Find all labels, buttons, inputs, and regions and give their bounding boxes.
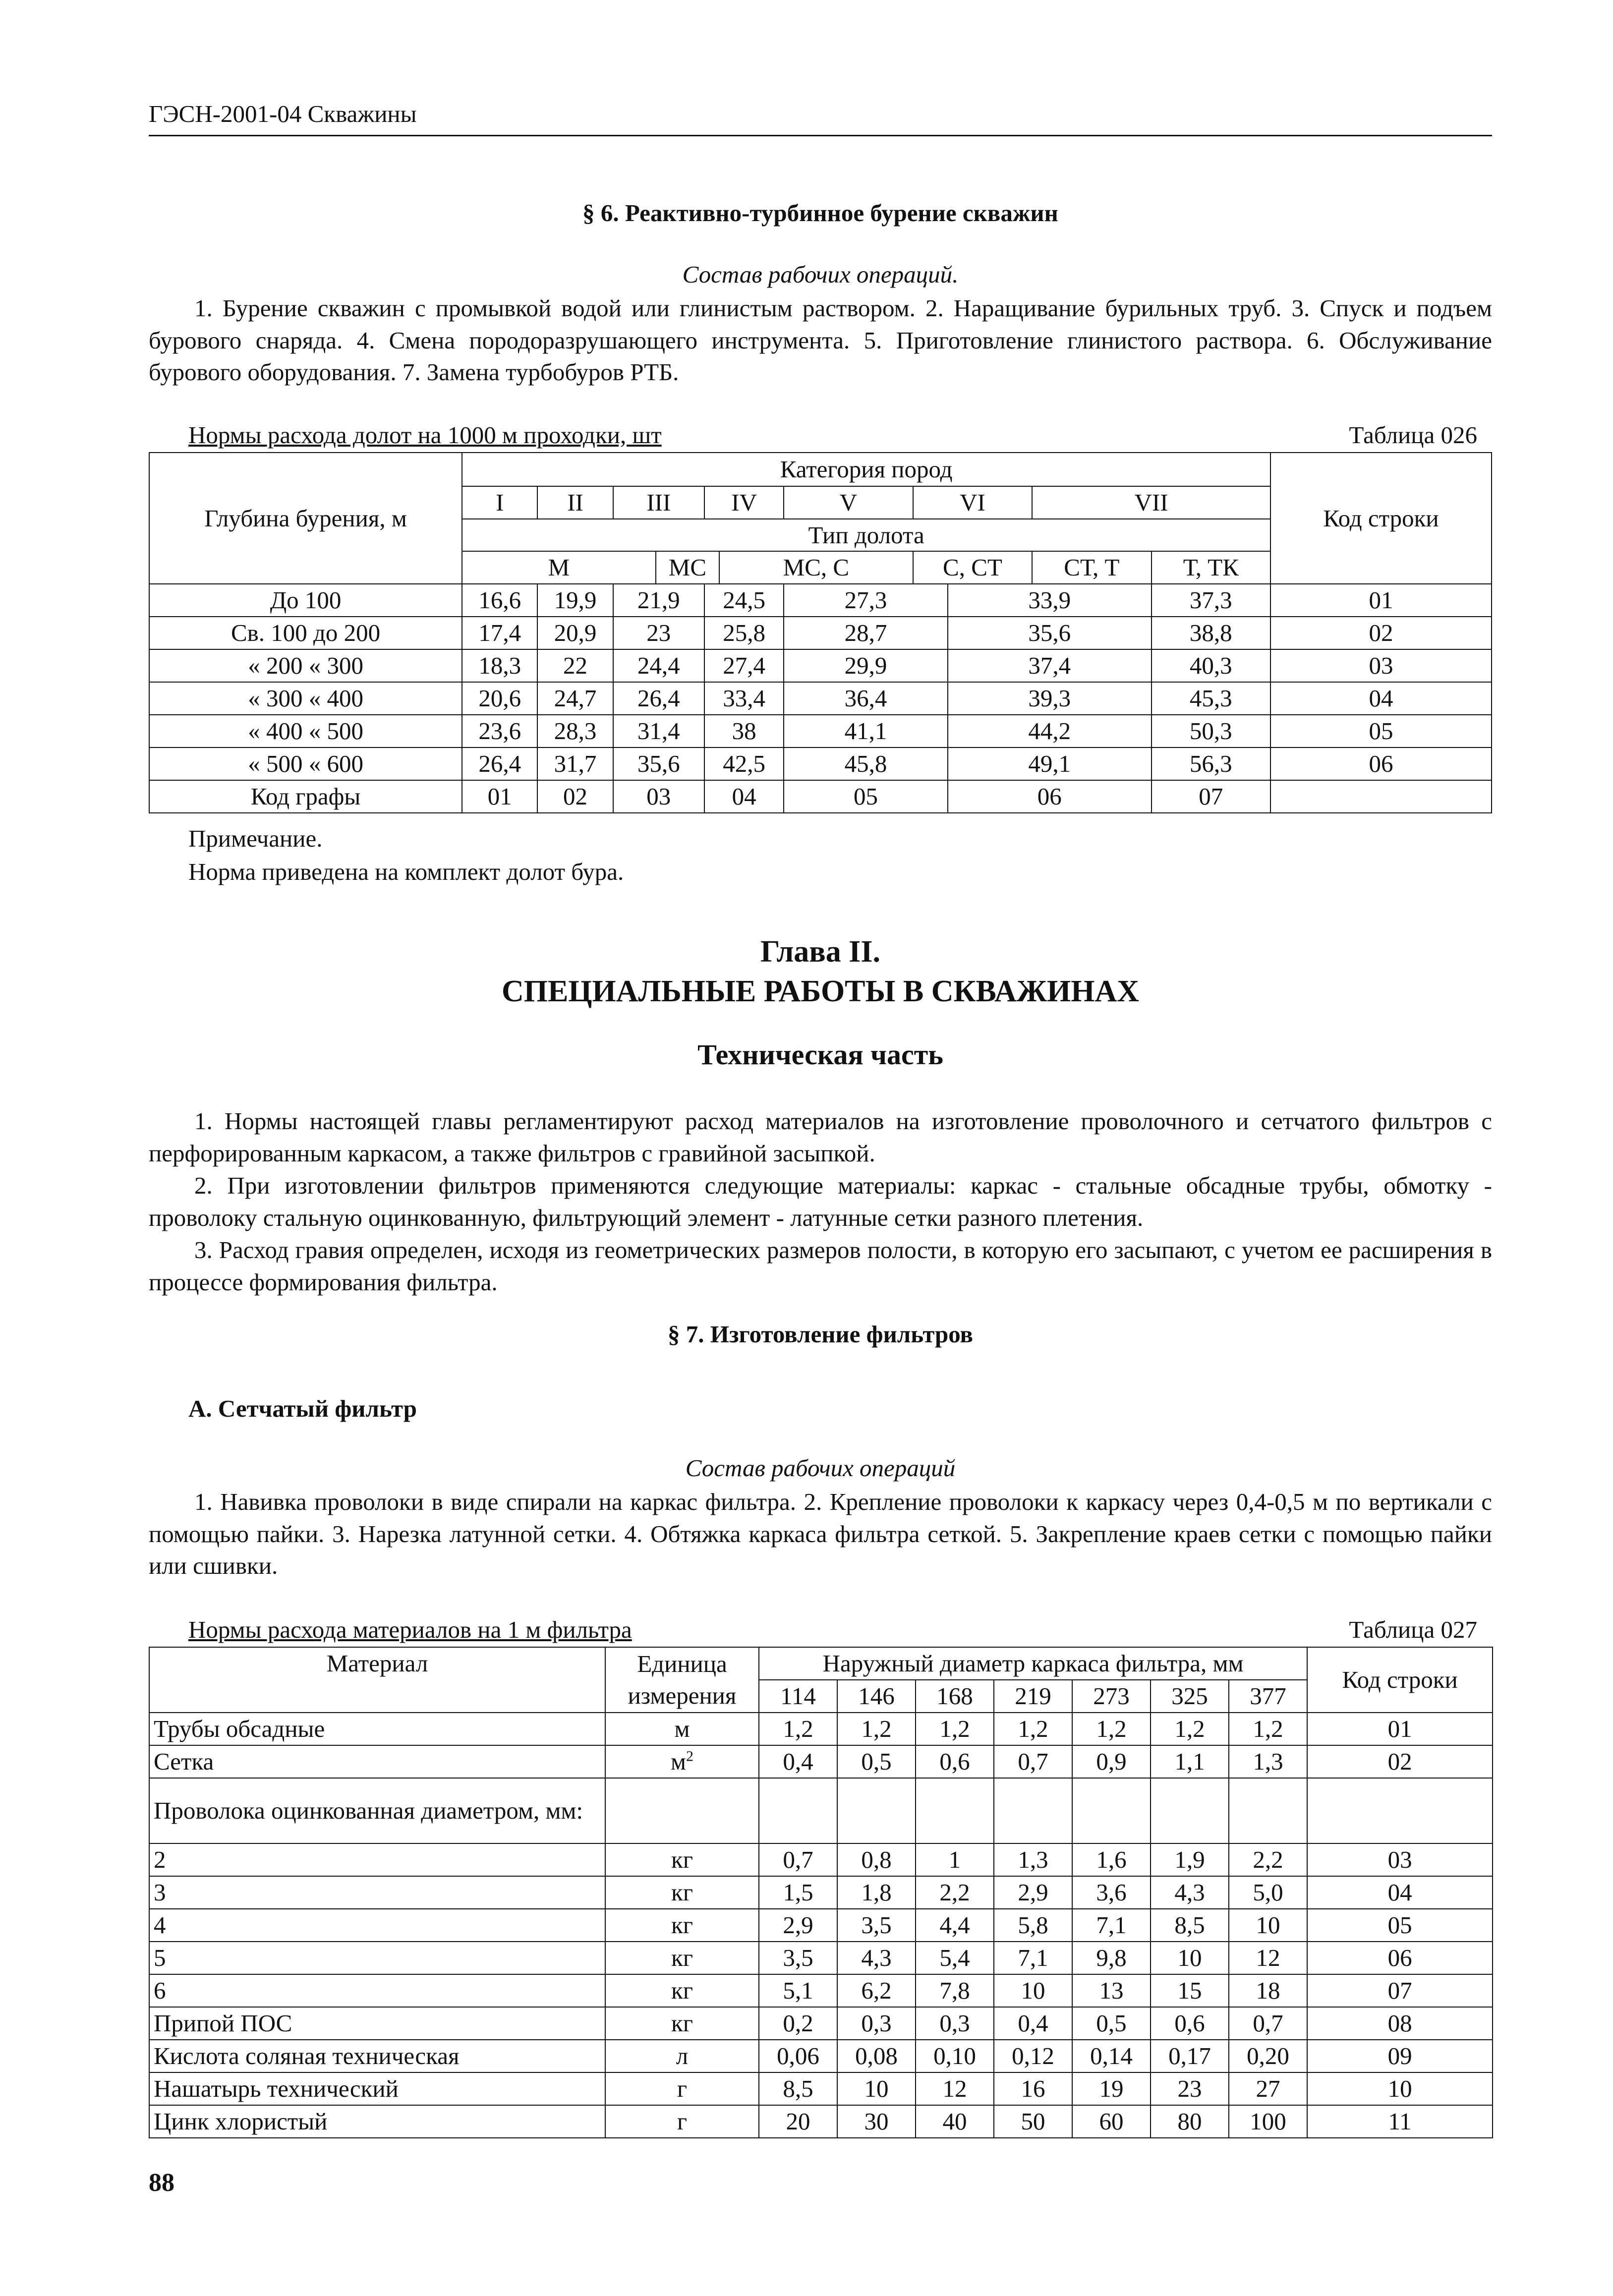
value-cell: 25,8 (704, 617, 784, 649)
material-cell: 3 (149, 1876, 605, 1909)
empty-cell (1151, 1778, 1229, 1843)
value-cell: 1 (916, 1843, 994, 1876)
category-cell: VII (1032, 486, 1270, 519)
empty-cell (759, 1778, 837, 1843)
value-cell: 19 (1072, 2072, 1151, 2105)
value-cell: 42,5 (704, 747, 784, 780)
table-026-caption-row (188, 419, 1477, 452)
bit-type-cell: МС (656, 551, 719, 584)
unit-cell (605, 1942, 759, 1974)
diameter-cell: 325 (1151, 1680, 1229, 1713)
value-cell: 4,3 (837, 1942, 916, 1974)
material-cell: 6 (149, 1974, 605, 2007)
value-cell: 0,10 (916, 2040, 994, 2072)
table-row (149, 1713, 1493, 1745)
row-code-cell: 03 (1307, 1843, 1493, 1876)
value-cell: 4,3 (1151, 1876, 1229, 1909)
header-divider (149, 135, 1492, 136)
value-cell: 39,3 (948, 682, 1152, 715)
column-code-cell: 07 (1152, 780, 1270, 813)
value-cell: 24,4 (613, 649, 704, 682)
value-cell: 0,08 (837, 2040, 916, 2072)
bit-type-cell: М (462, 551, 656, 584)
value-cell: 30 (837, 2105, 916, 2138)
value-cell: 0,5 (837, 1745, 916, 1778)
value-cell: 8,5 (1151, 1909, 1229, 1942)
unit-cell (605, 2007, 759, 2040)
bit-type-cell: СТ, Т (1032, 551, 1151, 584)
section-6-ops-text: 1. Бурение скважин с промывкой водой или глинистым раствором. 2. Наращивание бурильных труб. 3. Спуск и подъем бурового снаряда. 4. Смена породоразрушающего инструмента. 5. Приготовление глинистого раствора. 6. Обслуживание бурового оборудования. 7. Замена турбобуров РТБ. (149, 294, 1492, 386)
unit-cell (605, 1876, 759, 1909)
empty-cell (1270, 780, 1492, 813)
value-cell: 0,4 (994, 2007, 1072, 2040)
depth-cell: « 500 « 600 (149, 747, 462, 780)
chapter-title: Глава II. (760, 935, 880, 969)
unit-cell (605, 1909, 759, 1942)
table-027-head-code: Код строки (1307, 1647, 1493, 1713)
material-cell: Нашатырь технический (149, 2072, 605, 2105)
section-7-ops-title: Состав рабочих операций (685, 1454, 956, 1482)
table-027-caption-row (188, 1614, 1477, 1646)
value-cell: 1,2 (759, 1713, 837, 1745)
value-cell: 24,7 (537, 682, 613, 715)
value-cell: 7,1 (1072, 1909, 1151, 1942)
value-cell: 45,8 (784, 747, 948, 780)
material-cell: Припой ПОС (149, 2007, 605, 2040)
value-cell: 37,4 (948, 649, 1152, 682)
value-cell: 44,2 (948, 715, 1152, 747)
material-cell: Сетка (149, 1745, 605, 1778)
value-cell: 7,8 (916, 1974, 994, 2007)
value-cell: 27,3 (784, 584, 948, 617)
value-cell: 5,4 (916, 1942, 994, 1974)
table-026-caption: Нормы расхода долот на 1000 м проходки, шт (188, 421, 662, 449)
column-code-cell: 03 (613, 780, 704, 813)
value-cell: 5,8 (994, 1909, 1072, 1942)
unit-cell (605, 1843, 759, 1876)
table-row (149, 2072, 1493, 2105)
value-cell: 26,4 (462, 747, 537, 780)
value-cell: 24,5 (704, 584, 784, 617)
value-cell: 35,6 (948, 617, 1152, 649)
table-027-caption: Нормы расхода материалов на 1 м фильтра (188, 1616, 632, 1643)
unit-cell (605, 1974, 759, 2007)
value-cell: 0,3 (916, 2007, 994, 2040)
table-026-head-bit-type: Тип долота (462, 519, 1270, 552)
diameter-cell: 377 (1229, 1680, 1307, 1713)
row-code-cell: 10 (1307, 2072, 1493, 2105)
section-7-ops-text: 1. Навивка проволоки в виде спирали на каркас фильтра. 2. Крепление проволоки к каркасу через 0,4-0,5 м по вертикали с помощью пайки. 3. Нарезка латунной сетки. 4. Обтяжка каркаса фильтра сеткой. 5. Закрепление краев сетки с помощью пайки или сшивки. (149, 1488, 1492, 1580)
table-026-number: Таблица 026 (1349, 421, 1477, 449)
value-cell: 1,2 (1229, 1713, 1307, 1745)
value-cell: 10 (994, 1974, 1072, 2007)
table-027 (149, 1647, 1493, 2138)
category-cell: III (613, 486, 704, 519)
row-code-cell: 11 (1307, 2105, 1493, 2138)
value-cell: 0,9 (1072, 1745, 1151, 1778)
row-code-cell: 05 (1307, 1909, 1493, 1942)
value-cell: 0,7 (1229, 2007, 1307, 2040)
value-cell: 2,9 (759, 1909, 837, 1942)
category-cell: V (784, 486, 913, 519)
value-cell: 1,9 (1151, 1843, 1229, 1876)
category-cell: II (537, 486, 613, 519)
value-cell: 1,1 (1151, 1745, 1229, 1778)
section-7-title: § 7. Изготовление фильтров (668, 1320, 973, 1348)
value-cell: 5,0 (1229, 1876, 1307, 1909)
unit-text: г (677, 2074, 688, 2102)
value-cell: 17,4 (462, 617, 537, 649)
table-026 (149, 452, 1492, 813)
section-7-subsection: А. Сетчатый фильтр (188, 1395, 417, 1422)
table-row (149, 1745, 1493, 1778)
column-code-cell: 01 (462, 780, 537, 813)
running-header: ГЭСН-2001-04 Скважины (149, 100, 417, 127)
table-026-note-text: Норма приведена на комплект долот бура. (188, 858, 624, 885)
value-cell: 0,6 (1151, 2007, 1229, 2040)
value-cell: 38,8 (1152, 617, 1270, 649)
value-cell: 0,3 (837, 2007, 916, 2040)
column-code-cell: 02 (537, 780, 613, 813)
value-cell: 0,20 (1229, 2040, 1307, 2072)
unit-superscript: 2 (686, 1748, 693, 1765)
value-cell: 1,2 (994, 1713, 1072, 1745)
material-cell: 2 (149, 1843, 605, 1876)
material-cell: 5 (149, 1942, 605, 1974)
value-cell: 31,7 (537, 747, 613, 780)
tech-part-title: Техническая часть (697, 1038, 943, 1071)
section-6-ops-title: Состав рабочих операций. (682, 261, 959, 288)
row-code-cell: 02 (1307, 1745, 1493, 1778)
value-cell: 0,4 (759, 1745, 837, 1778)
value-cell: 0,6 (916, 1745, 994, 1778)
value-cell: 2,2 (916, 1876, 994, 1909)
row-code-cell: 01 (1270, 584, 1492, 617)
unit-text: кг (671, 1944, 693, 1971)
value-cell: 38 (704, 715, 784, 747)
row-code-cell: 04 (1307, 1876, 1493, 1909)
column-code-cell: 05 (784, 780, 948, 813)
row-code-cell: 07 (1307, 1974, 1493, 2007)
empty-cell (837, 1778, 916, 1843)
page-number: 88 (149, 2169, 174, 2197)
category-cell: VI (913, 486, 1032, 519)
table-row (149, 682, 1492, 715)
value-cell: 100 (1229, 2105, 1307, 2138)
table-row (149, 715, 1492, 747)
material-cell: Кислота соляная техническая (149, 2040, 605, 2072)
value-cell: 20,6 (462, 682, 537, 715)
value-cell: 4,4 (916, 1909, 994, 1942)
value-cell: 7,1 (994, 1942, 1072, 1974)
table-row (149, 2040, 1493, 2072)
category-cell: IV (704, 486, 784, 519)
unit-cell (605, 2105, 759, 2138)
bit-type-cell: Т, ТК (1152, 551, 1270, 584)
value-cell: 18,3 (462, 649, 537, 682)
value-cell: 45,3 (1152, 682, 1270, 715)
depth-cell: Св. 100 до 200 (149, 617, 462, 649)
value-cell: 0,7 (994, 1745, 1072, 1778)
table-027-head-material: Материал (149, 1647, 605, 1713)
row-code-cell: 04 (1270, 682, 1492, 715)
row-code-cell: 01 (1307, 1713, 1493, 1745)
table-026-head-code: Код строки (1270, 453, 1492, 584)
bit-type-cell: С, СТ (913, 551, 1032, 584)
row-code-cell: 08 (1307, 2007, 1493, 2040)
value-cell: 3,6 (1072, 1876, 1151, 1909)
value-cell: 0,12 (994, 2040, 1072, 2072)
table-026-head-category: Категория пород (462, 453, 1270, 486)
unit-text: л (676, 2042, 689, 2069)
depth-cell: « 300 « 400 (149, 682, 462, 715)
value-cell: 23 (1151, 2072, 1229, 2105)
value-cell: 16,6 (462, 584, 537, 617)
value-cell: 33,4 (704, 682, 784, 715)
unit-text: кг (671, 2009, 693, 2037)
value-cell: 9,8 (1072, 1942, 1151, 1974)
table-027-head-unit: Единица измерения (605, 1647, 759, 1713)
table-row (149, 1876, 1493, 1909)
depth-cell: « 200 « 300 (149, 649, 462, 682)
value-cell: 20,9 (537, 617, 613, 649)
value-cell: 33,9 (948, 584, 1152, 617)
unit-text: кг (671, 1911, 693, 1939)
value-cell: 13 (1072, 1974, 1151, 2007)
empty-cell (1307, 1778, 1493, 1843)
value-cell: 27 (1229, 2072, 1307, 2105)
table-row (149, 617, 1492, 649)
column-code-cell: 06 (948, 780, 1152, 813)
value-cell: 1,2 (1072, 1713, 1151, 1745)
value-cell: 16 (994, 2072, 1072, 2105)
unit-cell (605, 2040, 759, 2072)
tech-paragraph-1: 1. Нормы настоящей главы регламентируют расход материалов на изготовление проволочного и сетчатого фильтров с перфорированным каркасом, а также фильтров с гравийной засыпкой. (149, 1107, 1492, 1167)
empty-cell (605, 1778, 759, 1843)
table-group-row (149, 1778, 1493, 1843)
diameter-cell: 146 (837, 1680, 916, 1713)
value-cell: 18 (1229, 1974, 1307, 2007)
bit-type-cell: МС, С (719, 551, 913, 584)
empty-cell (916, 1778, 994, 1843)
material-cell: Цинк хлористый (149, 2105, 605, 2138)
diameter-cell: 114 (759, 1680, 837, 1713)
value-cell: 10 (1229, 1909, 1307, 1942)
value-cell: 1,3 (994, 1843, 1072, 1876)
value-cell: 0,5 (1072, 2007, 1151, 2040)
chapter-subtitle: СПЕЦИАЛЬНЫЕ РАБОТЫ В СКВАЖИНАХ (501, 975, 1140, 1008)
value-cell: 40 (916, 2105, 994, 2138)
table-row (149, 2105, 1493, 2138)
value-cell: 26,4 (613, 682, 704, 715)
row-code-cell: 05 (1270, 715, 1492, 747)
value-cell: 28,3 (537, 715, 613, 747)
diameter-cell: 273 (1072, 1680, 1151, 1713)
value-cell: 19,9 (537, 584, 613, 617)
value-cell: 0,14 (1072, 2040, 1151, 2072)
table-row (149, 1942, 1493, 1974)
value-cell: 1,5 (759, 1876, 837, 1909)
column-code-row (149, 780, 1492, 813)
row-code-cell: 02 (1270, 617, 1492, 649)
table-row (149, 2007, 1493, 2040)
value-cell: 23,6 (462, 715, 537, 747)
unit-cell (605, 1713, 759, 1745)
material-cell: Трубы обсадные (149, 1713, 605, 1745)
column-code-label: Код графы (149, 780, 462, 813)
tech-paragraph-3: 3. Расход гравия определен, исходя из геометрических размеров полости, в которую его засыпают, с учетом ее расширения в процессе формирования фильтра. (149, 1236, 1492, 1296)
value-cell: 22 (537, 649, 613, 682)
value-cell: 12 (916, 2072, 994, 2105)
value-cell: 27,4 (704, 649, 784, 682)
column-code-cell: 04 (704, 780, 784, 813)
value-cell: 36,4 (784, 682, 948, 715)
empty-cell (1229, 1778, 1307, 1843)
unit-text: кг (671, 1976, 693, 2004)
value-cell: 5,1 (759, 1974, 837, 2007)
value-cell: 29,9 (784, 649, 948, 682)
value-cell: 21,9 (613, 584, 704, 617)
table-row (149, 649, 1492, 682)
value-cell: 10 (837, 2072, 916, 2105)
section-6-title: § 6. Реактивно-турбинное бурение скважин (582, 199, 1058, 227)
value-cell: 28,7 (784, 617, 948, 649)
value-cell: 41,1 (784, 715, 948, 747)
depth-cell: До 100 (149, 584, 462, 617)
value-cell: 8,5 (759, 2072, 837, 2105)
value-cell: 3,5 (837, 1909, 916, 1942)
table-027-head-diameter: Наружный диаметр каркаса фильтра, мм (759, 1647, 1307, 1680)
unit-text: м (670, 1747, 686, 1775)
value-cell: 1,2 (1151, 1713, 1229, 1745)
row-code-cell: 06 (1270, 747, 1492, 780)
value-cell: 2,9 (994, 1876, 1072, 1909)
unit-text: г (677, 2107, 688, 2135)
unit-text: кг (671, 1878, 693, 1906)
value-cell: 60 (1072, 2105, 1151, 2138)
value-cell: 56,3 (1152, 747, 1270, 780)
value-cell: 10 (1151, 1942, 1229, 1974)
value-cell: 37,3 (1152, 584, 1270, 617)
category-cell: I (462, 486, 537, 519)
value-cell: 20 (759, 2105, 837, 2138)
table-row (149, 1909, 1493, 1942)
value-cell: 0,06 (759, 2040, 837, 2072)
unit-text: кг (671, 1845, 693, 1873)
row-code-cell: 03 (1270, 649, 1492, 682)
diameter-cell: 219 (994, 1680, 1072, 1713)
value-cell: 1,6 (1072, 1843, 1151, 1876)
diameter-cell: 168 (916, 1680, 994, 1713)
table-026-note-title: Примечание. (188, 825, 323, 852)
value-cell: 80 (1151, 2105, 1229, 2138)
unit-text: м (674, 1715, 690, 1742)
value-cell: 1,3 (1229, 1745, 1307, 1778)
group-label-cell: Проволока оцинкованная диаметром, мм: (149, 1778, 605, 1843)
empty-cell (1072, 1778, 1151, 1843)
value-cell: 49,1 (948, 747, 1152, 780)
empty-cell (994, 1778, 1072, 1843)
value-cell: 12 (1229, 1942, 1307, 1974)
value-cell: 0,2 (759, 2007, 837, 2040)
tech-paragraph-2: 2. При изготовлении фильтров применяются следующие материалы: каркас - стальные обсадные трубы, обмотку - проволоку стальную оцинкованную, фильтрующий элемент - латунные сетки разного плетения. (149, 1172, 1492, 1231)
table-027-number: Таблица 027 (1349, 1616, 1477, 1643)
value-cell: 0,7 (759, 1843, 837, 1876)
value-cell: 35,6 (613, 747, 704, 780)
value-cell: 1,8 (837, 1876, 916, 1909)
table-row (149, 747, 1492, 780)
table-row (149, 1974, 1493, 2007)
value-cell: 6,2 (837, 1974, 916, 2007)
table-row (149, 584, 1492, 617)
value-cell: 1,2 (916, 1713, 994, 1745)
value-cell: 50,3 (1152, 715, 1270, 747)
value-cell: 15 (1151, 1974, 1229, 2007)
value-cell: 23 (613, 617, 704, 649)
value-cell: 0,17 (1151, 2040, 1229, 2072)
row-code-cell: 06 (1307, 1942, 1493, 1974)
row-code-cell: 09 (1307, 2040, 1493, 2072)
material-cell: 4 (149, 1909, 605, 1942)
unit-cell (605, 2072, 759, 2105)
depth-cell: « 400 « 500 (149, 715, 462, 747)
value-cell: 1,2 (837, 1713, 916, 1745)
value-cell: 31,4 (613, 715, 704, 747)
value-cell: 50 (994, 2105, 1072, 2138)
value-cell: 0,8 (837, 1843, 916, 1876)
value-cell: 2,2 (1229, 1843, 1307, 1876)
value-cell: 3,5 (759, 1942, 837, 1974)
table-026-head-depth: Глубина бурения, м (149, 453, 462, 584)
unit-cell (605, 1745, 759, 1778)
value-cell: 40,3 (1152, 649, 1270, 682)
table-row (149, 1843, 1493, 1876)
